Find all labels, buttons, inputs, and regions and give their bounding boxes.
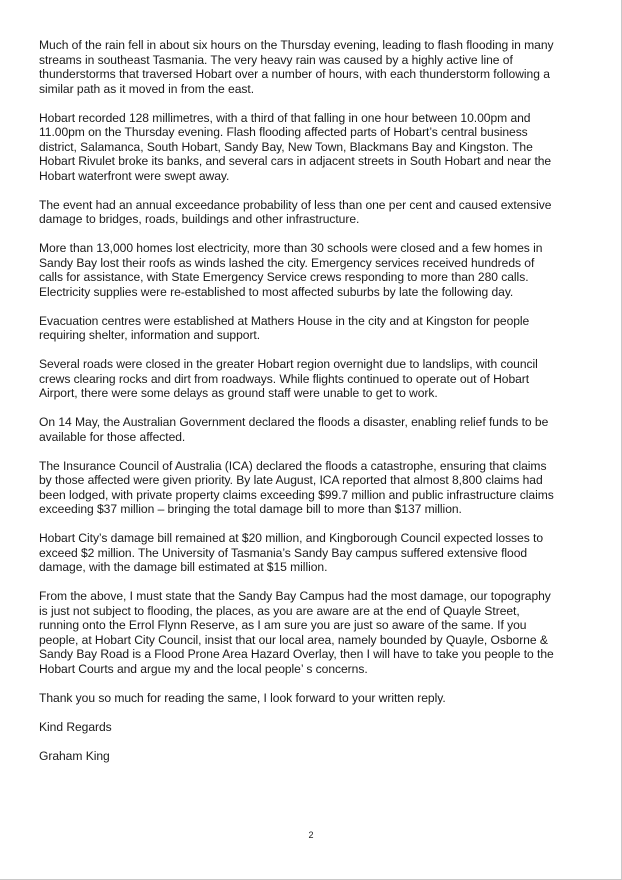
document-body xyxy=(39,38,584,778)
paragraph-exceedance-probability: The event had an annual exceedance probability of less than one per cent and caused extensive damage to bridges, roads, buildings and other infrastructure. xyxy=(39,197,552,226)
paragraph-roads-closed: Several roads were closed in the greater Hobart region overnight due to landslips, with council crews clearing rocks and dirt from roadways. While flights continued to operate out of Hobart Airport, there were some delays as ground staff were unable to get to work. xyxy=(39,357,538,400)
closing-salutation: Kind Regards xyxy=(39,719,112,734)
paragraph-sandy-bay-concerns: From the above, I must state that the Sandy Bay Campus had the most damage, our topography is just not subject to flooding, the places, as you are aware are at the end of Quayle Street, running onto the Errol Flynn Reserve, as I am sure you are just so aware of the same. If you people, at Hobart City Council, insist that our local area, namely bounded by Quayle, Osborne & Sandy Bay Road is a Flood Prone Area Hazard Overlay, then I will have to take you people to the Hobart Courts and argue my and the local people’ s concerns. xyxy=(39,589,554,676)
paragraph-government-declaration: On 14 May, the Australian Government declared the floods a disaster, enabling relief funds to be available for those affected. xyxy=(39,415,549,444)
paragraph-rainfall: Much of the rain fell in about six hours on the Thursday evening, leading to flash flooding in many streams in southeast Tasmania. The very heavy rain was caused by a highly active line of thunderstorms that traversed Hobart over a number of hours, with each thunderstorm following a similar path as it moved in from the east. xyxy=(39,38,554,96)
paragraph-evacuation-centres: Evacuation centres were established at Mathers House in the city and at Kingston for people requiring shelter, information and support. xyxy=(39,313,530,342)
paragraph-electricity: More than 13,000 homes lost electricity, more than 30 schools were closed and a few homes in Sandy Bay lost their roofs as winds lashed the city. Emergency services received hundreds of calls for assistance, with State Emergency Service crews responding to more than 280 calls. Electricity supplies were re-established to most affected suburbs by late the following day. xyxy=(39,241,543,299)
paragraph-damage-bill: Hobart City’s damage bill remained at $20 million, and Kingborough Council expected losses to exceed $2 million. The University of Tasmania’s Sandy Bay campus suffered extensive flood damage, with the damage bill estimated at $15 million. xyxy=(39,531,544,574)
page-number: 2 xyxy=(308,830,314,840)
paragraph-thank-you: Thank you so much for reading the same, I look forward to your written reply. xyxy=(39,690,446,705)
paragraph-insurance-council: The Insurance Council of Australia (ICA) declared the floods a catastrophe, ensuring that claims by those affected were given priority. By late August, ICA reported that almost 8,800 claims had been lodged, with private property claims exceeding $99.7 million and public infrastructure claims exceeding $37 million – bringing the total damage bill to more than $137 million. xyxy=(39,458,554,516)
paragraph-hobart-recorded: Hobart recorded 128 millimetres, with a third of that falling in one hour between 10.00pm and 11.00pm on the Thursday evening. Flash flooding affected parts of Hobart’s central business district, Salamanca, South Hobart, Sandy Bay, New Town, Blackmans Bay and Kingston. The Hobart Rivulet broke its banks, and several cars in adjacent streets in South Hobart and near the Hobart waterfront were swept away. xyxy=(39,110,552,183)
signature-name: Graham King xyxy=(39,748,110,763)
